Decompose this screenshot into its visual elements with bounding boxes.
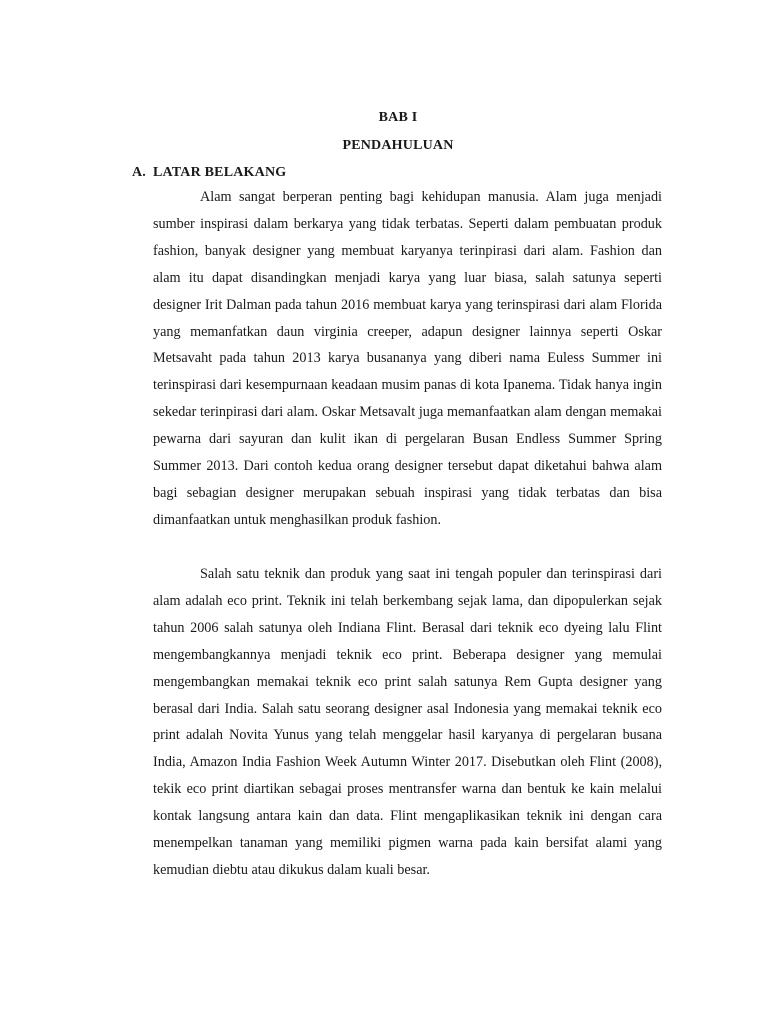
body-paragraph: Alam sangat berperan penting bagi kehidupan manusia. Alam juga menjadi sumber inspirasi dalam berkarya yang tidak terbatas. Seperti dalam pembuatan produk fashion, banyak designer yang membuat karyanya terinpirasi dari alam. Fashion dan alam itu dapat disandingkan menjadi karya yang luar biasa, salah satunya seperti designer Irit Dalman pada tahun 2016 membuat karya yang terinspirasi dari alam Florida yang memanfatkan daun virginia creeper, adapun designer lainnya seperti Oskar Metsavaht pada tahun 2013 karya busananya yang diberi nama Euless Summer ini terinspirasi dari kesempurnaan keadaan musim panas di kota Ipanema. Tidak hanya ingin sekedar terinpirasi dari alam. Oskar Metsavalt juga memanfaatkan alam dengan memakai pewarna dari sayuran dan kulit ikan di pergelaran Busan Endless Summer Spring Summer 2013. Dari contoh kedua orang designer tersebut dapat diketahui bahwa alam bagi sebagian designer merupakan sebuah inspirasi yang tidak terbatas dan bisa dimanfaatkan untuk menghasilkan produk fashion. (153, 189, 662, 528)
body-paragraph: Salah satu teknik dan produk yang saat ini tengah populer dan terinspirasi dari alam adalah eco print. Teknik ini telah berkembang sejak lama, dan dipopulerkan sejak tahun 2006 salah satunya oleh Indiana Flint. Berasal dari teknik eco dyeing lalu Flint mengembangkannya menjadi teknik eco print. Beberapa designer yang memulai mengembangkan memakai teknik eco print salah satunya Rem Gupta designer yang berasal dari India. Salah satu seorang designer asal Indonesia yang memakai teknik eco print adalah Novita Yunus yang telah menggelar hasil karyanya di pergelaran busana India, Amazon India Fashion Week Autumn Winter 2017. Disebutkan oleh Flint (2008), tekik eco print diartikan sebagai proses mentransfer warna dan bentuk ke kain melalui kontak langsung antara kain dan data. Flint mengaplikasikan teknik ini dengan cara menempelkan tanaman yang memiliki pigmen warna pada kain bersifat alami yang kemudian diebtu atau dikukus dalam kuali besar. (153, 566, 662, 878)
chapter-number: BAB I (378, 110, 418, 125)
chapter-title: PENDAHULUAN (342, 138, 454, 153)
section-heading (132, 165, 286, 181)
section-title: LATAR BELAKANG (153, 165, 287, 180)
section-number: A. (132, 165, 147, 180)
